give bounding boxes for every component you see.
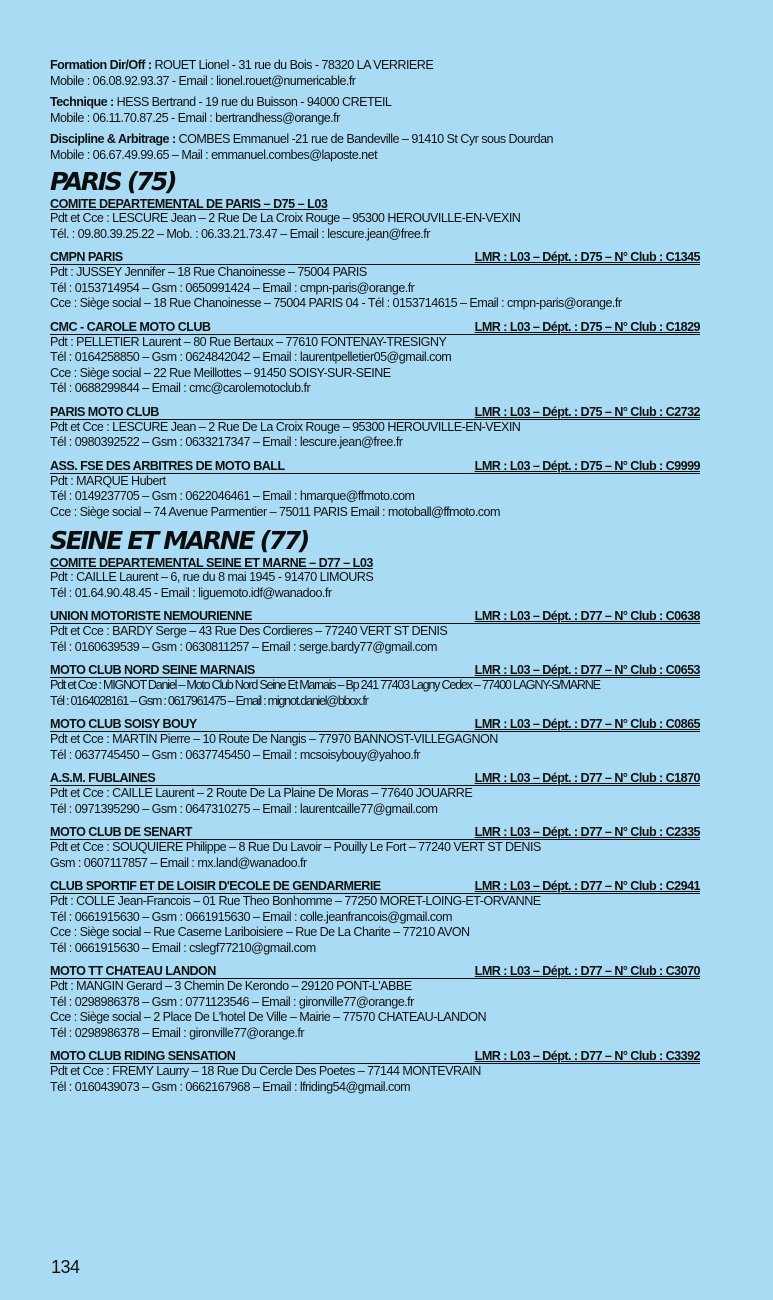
club-entry <box>50 320 700 397</box>
intro-line2: Mobile : 06.11.70.87.25 - Email : bertrandhess@orange.fr <box>50 110 340 125</box>
club-name: MOTO CLUB NORD SEINE MARNAIS <box>50 663 255 677</box>
club-line: Tél : 0298986378 – Email : gironville77@orange.fr <box>50 1025 304 1040</box>
club-entry <box>50 879 700 956</box>
club-header <box>50 609 700 624</box>
club-entry <box>50 771 700 817</box>
club-header <box>50 825 700 840</box>
intro-line2: Mobile : 06.67.49.99.65 – Mail : emmanuel.combes@laposte.net <box>50 147 378 162</box>
intro-line <box>50 58 700 74</box>
club-entry <box>50 663 700 709</box>
club-line: Tél : 0160439073 – Gsm : 0662167968 – Email : lfriding54@gmail.com <box>50 1079 411 1094</box>
club-line: Tél : 0637745450 – Gsm : 0637745450 – Email : mcsoisybouy@yahoo.fr <box>50 747 420 762</box>
club-name: UNION MOTORISTE NEMOURIENNE <box>50 609 252 623</box>
club-name: MOTO TT CHATEAU LANDON <box>50 964 216 978</box>
club-ref: LMR : L03 – Dépt. : D77 – N° Club : C3392 <box>474 1049 700 1063</box>
comite-line: Tél : 01.64.90.48.45 - Email : liguemoto.idf@wanadoo.fr <box>50 585 332 600</box>
club-name: ASS. FSE DES ARBITRES DE MOTO BALL <box>50 458 285 473</box>
club-header <box>50 717 700 732</box>
club-line: Tél : 0971395290 – Gsm : 0647310275 – Email : laurentcaille77@gmail.com <box>50 801 438 816</box>
club-line: Pdt : MANGIN Gerard – 3 Chemin De Kerondo – 29120 PONT-L'ABBE <box>50 979 412 993</box>
club-header <box>50 879 700 894</box>
club-entry <box>50 405 700 451</box>
club-ref: LMR : L03 – Dépt. : D77 – N° Club : C0865 <box>474 717 700 731</box>
club-line: Tél : 0160639539 – Gsm : 0630811257 – Email : serge.bardy77@gmail.com <box>50 639 437 654</box>
club-ref: LMR : L03 – Dépt. : D77 – N° Club : C3070 <box>474 964 700 978</box>
club-name: CMC - CAROLE MOTO CLUB <box>50 319 211 334</box>
comite-block <box>50 197 700 242</box>
club-line: Cce : Siège social – Rue Caserne Lariboisiere – Rue De La Charite – 77210 AVON <box>50 925 470 939</box>
club-line: Cce : Siège social – 2 Place De L'hotel De Ville – Mairie – 77570 CHATEAU-LANDON <box>50 1010 487 1024</box>
club-header <box>50 250 700 265</box>
comite-line: Tél. : 09.80.39.25.22 – Mob. : 06.33.21.73.47 – Email : lescure.jean@free.fr <box>50 226 430 241</box>
club-line: Pdt : COLLE Jean-Francois – 01 Rue Theo Bonhomme – 77250 MORET-LOING-ET-ORVANNE <box>50 894 541 908</box>
club-line: Pdt : JUSSEY Jennifer – 18 Rue Chanoinesse – 75004 PARIS <box>50 265 367 279</box>
club-ref: LMR : L03 – Dépt. : D75 – N° Club : C9999 <box>474 458 700 473</box>
club-ref: LMR : L03 – Dépt. : D77 – N° Club : C2335 <box>474 825 700 839</box>
club-line: Pdt et Cce : CAILLE Laurent – 2 Route De La Plaine De Moras – 77640 JOUARRE <box>50 786 473 800</box>
intro-label: Discipline & Arbitrage : <box>50 132 176 146</box>
club-name: CMPN PARIS <box>50 250 123 264</box>
comite-line: Pdt et Cce : LESCURE Jean – 2 Rue De La Croix Rouge – 95300 HEROUVILLE-EN-VEXIN <box>50 211 521 225</box>
club-name: MOTO CLUB SOISY BOUY <box>50 717 197 731</box>
club-header <box>50 771 700 786</box>
club-ref: LMR : L03 – Dépt. : D75 – N° Club : C1345 <box>474 250 700 264</box>
club-entry <box>50 250 700 312</box>
intro-label: Technique : <box>50 95 114 109</box>
club-name: PARIS MOTO CLUB <box>50 404 159 419</box>
club-line: Pdt et Cce : MARTIN Pierre – 10 Route De Nangis – 77970 BANNOST-VILLEGAGNON <box>50 732 498 746</box>
club-line: Cce : Siège social – 18 Rue Chanoinesse – 75004 PARIS 04 - Tél : 0153714615 – Email : cmpn-paris@orange.fr <box>50 296 622 310</box>
club-line: Cce : Siège social – 22 Rue Meillottes – 91450 SOISY-SUR-SEINE <box>50 365 391 380</box>
intro-contact <box>50 132 700 163</box>
club-line: Tél : 0164258850 – Gsm : 0624842042 – Email : laurentpelletier05@gmail.com <box>50 350 452 364</box>
intro-line2: Mobile : 06.08.92.93.37 - Email : lionel.rouet@numericable.fr <box>50 73 356 88</box>
club-line: Pdt et Cce : BARDY Serge – 43 Rue Des Cordieres – 77240 VERT ST DENIS <box>50 624 448 638</box>
comite-block <box>50 556 700 601</box>
club-header <box>50 964 700 979</box>
club-entry <box>50 1049 700 1095</box>
intro-text: COMBES Emmanuel -21 rue de Bandeville – 91410 St Cyr sous Dourdan <box>175 132 554 146</box>
club-line: Pdt et Cce : MIGNOT Daniel – Moto Club Nord Seine Et Marnais – Bp 241 77403 Lagny Cedex – 77400 LAGNY-S/MARNE <box>50 678 600 692</box>
club-entry <box>50 964 700 1041</box>
club-header <box>50 1049 700 1064</box>
club-ref: LMR : L03 – Dépt. : D77 – N° Club : C0638 <box>474 609 700 623</box>
intro-line <box>50 95 700 111</box>
club-header <box>50 459 700 474</box>
intro-label: Formation Dir/Off : <box>50 58 152 72</box>
club-line: Pdt et Cce : FREMY Laurry – 18 Rue Du Cercle Des Poetes – 77144 MONTEVRAIN <box>50 1064 481 1078</box>
intro-text: HESS Bertrand - 19 rue du Buisson - 94000 CRETEIL <box>113 95 392 109</box>
club-entry <box>50 459 700 521</box>
page-content <box>50 58 700 1103</box>
club-ref: LMR : L03 – Dépt. : D75 – N° Club : C2732 <box>474 404 700 419</box>
club-entry <box>50 717 700 763</box>
club-line: Cce : Siège social – 74 Avenue Parmentier – 75011 PARIS Email : motoball@ffmoto.com <box>50 504 500 519</box>
intro-line <box>50 132 700 148</box>
club-name: A.S.M. FUBLAINES <box>50 771 156 785</box>
department-title: SEINE ET MARNE (77) <box>50 526 309 555</box>
club-entry <box>50 609 700 655</box>
club-header <box>50 320 700 335</box>
comite-title: COMITE DEPARTEMENTAL DE PARIS – D75 – L03 <box>50 197 328 211</box>
club-line: Tél : 0298986378 – Gsm : 0771123546 – Email : gironville77@orange.fr <box>50 994 414 1009</box>
club-ref: LMR : L03 – Dépt. : D75 – N° Club : C1829 <box>474 319 700 334</box>
club-line: Pdt et Cce : LESCURE Jean – 2 Rue De La Croix Rouge – 95300 HEROUVILLE-EN-VEXIN <box>50 419 521 434</box>
club-ref: LMR : L03 – Dépt. : D77 – N° Club : C1870 <box>474 771 700 785</box>
club-name: MOTO CLUB DE SENART <box>50 825 192 839</box>
club-line: Tél : 0153714954 – Gsm : 0650991424 – Email : cmpn-paris@orange.fr <box>50 280 415 295</box>
club-ref: LMR : L03 – Dépt. : D77 – N° Club : C2941 <box>474 879 700 893</box>
club-line: Tél : 0149237705 – Gsm : 0622046461 – Email : hmarque@ffmoto.com <box>50 489 415 503</box>
club-ref: LMR : L03 – Dépt. : D77 – N° Club : C0653 <box>474 663 700 677</box>
comite-line: Pdt : CAILLE Laurent – 6, rue du 8 mai 1945 - 91470 LIMOURS <box>50 570 374 584</box>
club-line: Pdt : PELLETIER Laurent – 80 Rue Bertaux – 77610 FONTENAY-TRESIGNY <box>50 334 447 349</box>
club-line: Pdt : MARQUE Hubert <box>50 473 166 488</box>
club-line: Tél : 0688299844 – Email : cmc@carolemotoclub.fr <box>50 381 311 395</box>
club-header <box>50 405 700 420</box>
intro-contacts <box>50 58 700 163</box>
club-line: Gsm : 0607117857 – Email : mx.land@wanadoo.fr <box>50 855 307 870</box>
department-title: PARIS (75) <box>50 167 176 196</box>
club-line: Tél : 0661915630 – Gsm : 0661915630 – Email : colle.jeanfrancois@gmail.com <box>50 909 452 924</box>
comite-title: COMITE DEPARTEMENTAL SEINE ET MARNE – D77 – L03 <box>50 556 373 570</box>
department-sections <box>50 169 700 1095</box>
club-name: CLUB SPORTIF ET DE LOISIR D'ECOLE DE GENDARMERIE <box>50 879 381 893</box>
club-line: Tél : 0980392522 – Gsm : 0633217347 – Email : lescure.jean@free.fr <box>50 435 403 449</box>
intro-text: ROUET Lionel - 31 rue du Bois - 78320 LA VERRIERE <box>151 58 434 72</box>
club-line: Tél : 0164028161 – Gsm : 0617961475 – Email : mignot.daniel@bbox.fr <box>50 693 368 708</box>
club-line: Tél : 0661915630 – Email : cslegf77210@gmail.com <box>50 940 316 955</box>
club-entry <box>50 825 700 871</box>
page-number: 134 <box>51 1257 80 1277</box>
intro-contact <box>50 95 700 126</box>
intro-contact <box>50 58 700 89</box>
club-header <box>50 663 700 678</box>
club-line: Pdt et Cce : SOUQUIERE Philippe – 8 Rue Du Lavoir – Pouilly Le Fort – 77240 VERT ST DENIS <box>50 840 541 854</box>
club-name: MOTO CLUB RIDING SENSATION <box>50 1049 236 1063</box>
